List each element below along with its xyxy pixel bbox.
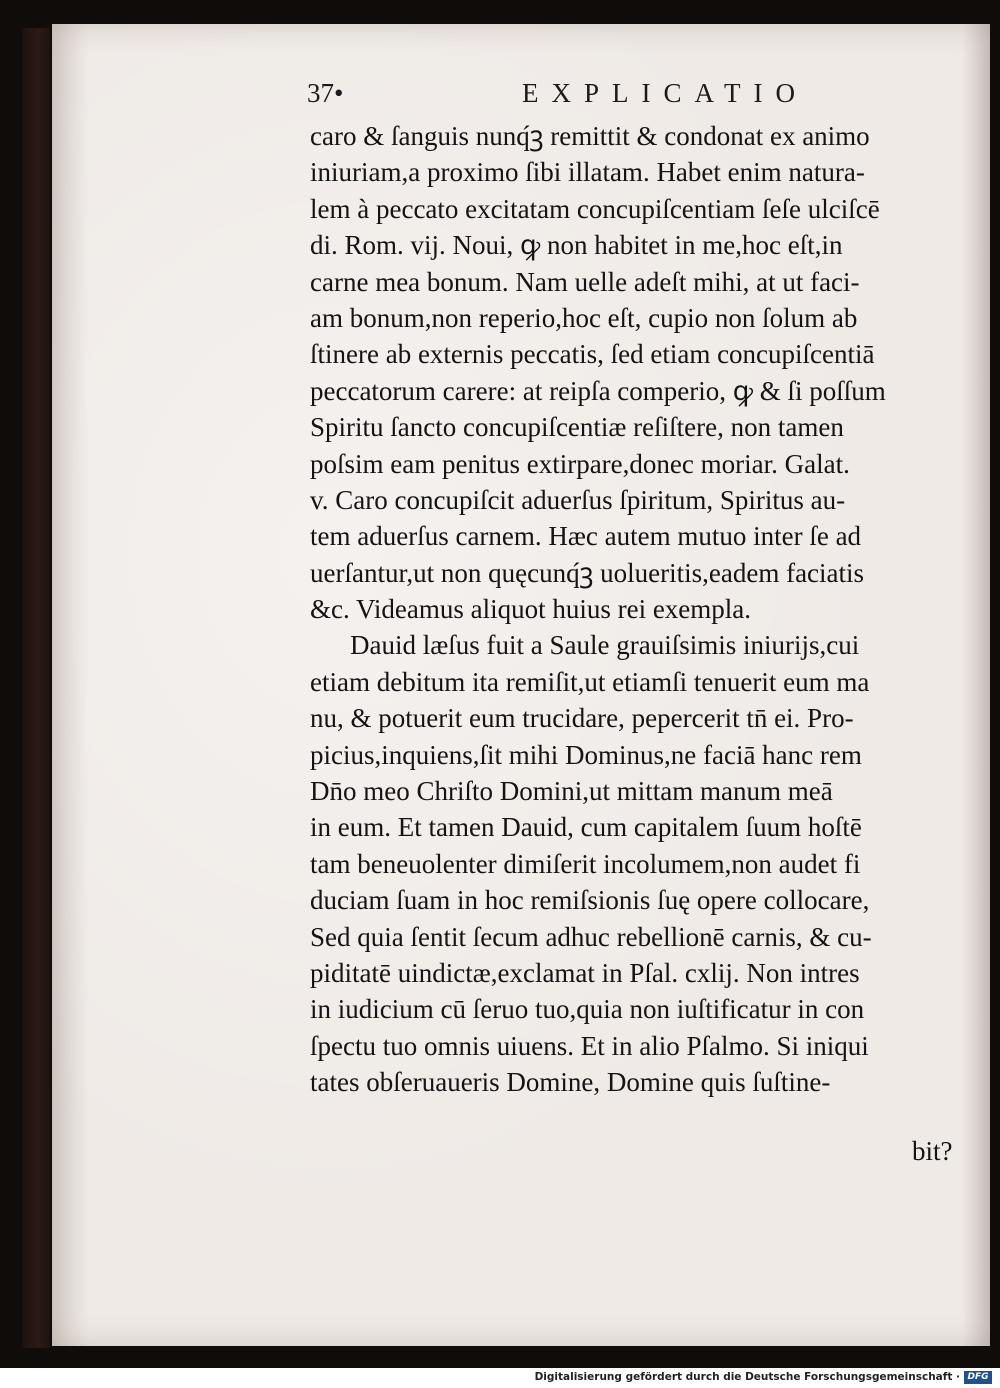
text-line: duciam ſuam in hoc remiſsionis ſuę opere collocare,	[310, 885, 870, 916]
text-line: nu, & potuerit eum trucidare, pepercerit tn̄ ei. Pro-	[310, 703, 854, 734]
funding-note: Digitalisierung gefördert durch die Deutsche Forschungsgemeinschaft ·	[534, 1371, 960, 1383]
text-line: tam beneuolenter dimiſerit incolumem,non audet fi	[310, 848, 861, 879]
text-line: tates obſeruaueris Domine, Domine quis ſuſtine-	[310, 1067, 831, 1098]
text-line: etiam debitum ita remiſit,ut etiamſi tenuerit eum ma	[310, 666, 870, 697]
text-line: caro & ſanguis nunq́ꝫ remittit & condonat ex animo	[310, 121, 870, 151]
text-block	[310, 118, 966, 1101]
text-line: in iudicium cū ſeruo tuo,quia non iuſtificatur in con	[310, 994, 865, 1025]
text-line: piditatē uindictæ,exclamat in Pſal. cxlij. Non intres	[310, 957, 860, 988]
dfg-logo[interactable]: DFG	[964, 1371, 992, 1384]
text-line: peccatorum carere: at reipſa comperio, ꝙ & ſi poſſum	[310, 375, 886, 406]
text-line: v. Caro concupiſcit aduerſus ſpiritum, Spiritus au-	[310, 484, 846, 515]
text-line: uerſantur,ut non quęcunq́ꝫ uolueritis,eadem faciatis	[310, 557, 865, 588]
text-line: ſtinere ab externis peccatis, ſed etiam concupiſcentiā	[310, 339, 875, 370]
text-line: Sed quia ſentit ſecum adhuc rebellionē carnis, & cu-	[310, 921, 872, 952]
text-line: Dn̄o meo Chriſto Domini,ut mittam manum meā	[310, 776, 833, 807]
running-head	[307, 78, 827, 114]
text-line: ſpectu tuo omnis uiuens. Et in alio Pſalmo. Si iniqui	[310, 1030, 869, 1061]
text-line: am bonum,non reperio,hoc eſt, cupio non ſolum ab	[310, 302, 858, 333]
text-line: tem aduerſus carnem. Hæc autem mutuo inter ſe ad	[310, 521, 862, 552]
text-line: carne mea bonum. Nam uelle adeſt mihi, at ut faci-	[310, 266, 860, 297]
running-head-title: EXPLICATIO	[522, 78, 808, 108]
text-line: picius,inquiens,ſit mihi Dominus,ne faciā hanc rem	[310, 739, 862, 770]
book-binding-edge	[22, 28, 50, 1348]
text-line: iniuriam,a proximo ſibi illatam. Habet enim natura-	[310, 157, 865, 188]
text-line: lem à peccato excitatam concupiſcentiam ſeſe ulciſcē	[310, 193, 880, 224]
catchword: bit?	[912, 1136, 953, 1166]
folio-number: 37•	[307, 78, 344, 108]
footer-bar	[0, 1368, 1000, 1388]
text-line: poſsim eam penitus extirpare,donec moriar. Galat.	[310, 448, 850, 479]
text-line: di. Rom. vij. Noui, ꝙ non habitet in me,hoc eſt,in	[310, 230, 843, 261]
text-line: in eum. Et tamen Dauid, cum capitalem ſuum hoſtē	[310, 812, 862, 843]
text-line: &c. Videamus aliquot huius rei exempla.	[310, 594, 752, 625]
paragraph-start-line: Dauid læſus fuit a Saule grauiſsimis iniurijs,cui	[350, 630, 860, 661]
text-line: Spiritu ſancto concupiſcentiæ reſiſtere, non tamen	[310, 412, 844, 443]
